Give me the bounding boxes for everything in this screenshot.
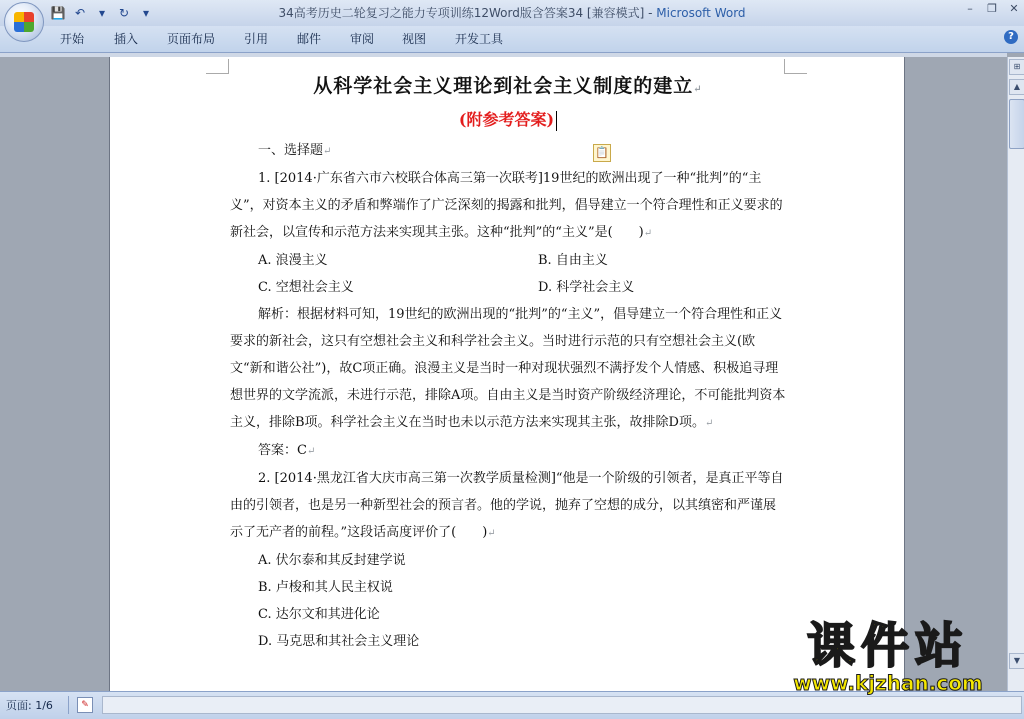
watermark-url: www.kjzhan.com <box>793 671 983 695</box>
paragraph-mark: ↵ <box>693 84 703 95</box>
office-logo-icon <box>14 12 34 32</box>
question-1-options-row-2 <box>230 274 786 301</box>
tab-developer[interactable]: 开发工具 <box>455 32 504 46</box>
section-heading <box>230 137 786 165</box>
question-2-option-a <box>230 547 786 574</box>
document-title-text: 34高考历史二轮复习之能力专项训练12Word版含答案34 [兼容模式] <box>278 6 645 20</box>
answer-text: 答案：C <box>258 443 307 458</box>
tab-review[interactable]: 审阅 <box>350 32 375 46</box>
analysis-text: 解析：根据材料可知，19世纪的欧洲出现的“批判”的“主义”，倡导建立一个符合理性和正义要求的新社会，这只有空想社会主义和科学社会主义。当时进行示范的只有空想社会主义(欧文“新和谐公社”)，故C项正确。浪漫主义是当时一种对现状强烈不满抒发个人情感、积极追寻理想世界的文学流派，未进行示范，排除A项。自由主义是当时资产阶级经济理论，不可能批判资本主义，排除B项。科学社会主义在当时也未以示范方法来实现其主张，故排除D项。 <box>230 307 786 430</box>
question-1-analysis <box>230 301 786 437</box>
watermark-brand: 课件站 <box>806 618 969 674</box>
save-icon[interactable]: 💾 <box>50 6 66 20</box>
page-indicator[interactable]: 页面: 1/6 <box>6 699 53 712</box>
redo-icon[interactable]: ↻ <box>118 6 130 20</box>
horizontal-scrollbar[interactable] <box>102 696 1022 714</box>
question-2-option-d <box>230 628 786 655</box>
margin-corner-top-left <box>206 59 229 74</box>
doc-title <box>230 69 786 103</box>
status-separator <box>68 696 69 714</box>
tab-references[interactable]: 引用 <box>244 32 269 46</box>
title-separator: - <box>644 6 657 20</box>
ruler-toggle-icon[interactable]: ⊞ <box>1009 59 1024 75</box>
scroll-up-button[interactable]: ▲ <box>1009 79 1024 95</box>
office-button[interactable] <box>4 2 44 42</box>
window-controls <box>964 2 1020 15</box>
title-bar <box>0 0 1024 26</box>
option-d: D. 科学社会主义 <box>538 280 635 295</box>
status-bar <box>0 691 1024 719</box>
undo-icon[interactable]: ↶ <box>74 6 86 20</box>
customize-qat-icon[interactable]: ▾ <box>142 6 150 20</box>
tab-page-layout[interactable]: 页面布局 <box>167 32 216 46</box>
section-heading-text: 一、选择题 <box>258 143 324 158</box>
question-1-options-row-1 <box>230 247 786 274</box>
tab-mailings[interactable]: 邮件 <box>297 32 322 46</box>
question-1-answer <box>230 437 786 465</box>
text-cursor <box>556 111 557 131</box>
quick-access-toolbar <box>50 4 154 22</box>
option-d: D. 马克思和其社会主义理论 <box>258 634 420 649</box>
question-2-option-c <box>230 601 786 628</box>
close-button[interactable]: ✕ <box>1009 2 1019 15</box>
doc-title-text: 从科学社会主义理论到社会主义制度的建立 <box>313 75 694 97</box>
paragraph-mark: ↵ <box>306 446 316 457</box>
paragraph-mark: ↵ <box>704 418 714 429</box>
track-changes-icon[interactable]: ✎ <box>77 697 93 713</box>
scroll-thumb[interactable] <box>1009 99 1024 149</box>
option-b: B. 卢梭和其人民主权说 <box>258 580 393 595</box>
tab-home[interactable]: 开始 <box>60 32 85 46</box>
option-c: C. 达尔文和其进化论 <box>258 607 380 622</box>
app-name: Microsoft Word <box>656 6 746 20</box>
undo-dropdown-icon[interactable]: ▾ <box>98 6 106 20</box>
question-2 <box>230 465 786 547</box>
minimize-button[interactable]: – <box>967 2 973 15</box>
restore-button[interactable]: ❐ <box>987 2 997 15</box>
question-1 <box>230 165 786 247</box>
margin-corner-top-right <box>784 59 807 74</box>
paste-options-icon[interactable]: 📋 <box>593 144 611 162</box>
tab-insert[interactable]: 插入 <box>114 32 139 46</box>
document-page[interactable] <box>110 57 904 691</box>
option-a: A. 伏尔泰和其反封建学说 <box>258 553 406 568</box>
tab-view[interactable]: 视图 <box>402 32 427 46</box>
doc-subtitle <box>230 103 786 137</box>
watermark-logo <box>770 618 1006 695</box>
option-b: B. 自由主义 <box>538 253 608 268</box>
paragraph-mark: ↵ <box>487 528 496 539</box>
vertical-scrollbar[interactable] <box>1007 57 1024 691</box>
ribbon-tabs <box>0 26 1024 53</box>
paragraph-mark: ↵ <box>643 228 653 239</box>
option-c: C. 空想社会主义 <box>258 280 354 295</box>
question-2-option-b <box>230 574 786 601</box>
scroll-down-button[interactable]: ▼ <box>1009 653 1024 669</box>
help-icon[interactable]: ? <box>1004 30 1018 44</box>
document-area <box>0 57 1007 691</box>
document-content <box>230 69 786 655</box>
option-a: A. 浪漫主义 <box>258 253 328 268</box>
doc-subtitle-text: (附参考答案) <box>458 110 555 129</box>
paragraph-mark: ↵ <box>323 146 332 157</box>
question-1-text: 1. [2014·广东省六市六校联合体高三第一次联考]19世纪的欧洲出现了一种“批判”的“主义”，对资本主义的矛盾和弊端作了广泛深刻的揭露和批判，倡导建立一个符合理性和正义要求的新社会，以宣传和示范方法来实现其主张。这种“批判”的“主义”是( ) <box>230 171 783 240</box>
question-2-text: 2. [2014·黑龙江省大庆市高三第一次教学质量检测]“他是一个阶级的引领者，是真正平等自由的引领者，也是另一种新型社会的预言者。他的学说，抛弃了空想的成分，以其缜密和严谨展示了无产者的前程。”这段话高度评价了( ) <box>230 471 784 540</box>
